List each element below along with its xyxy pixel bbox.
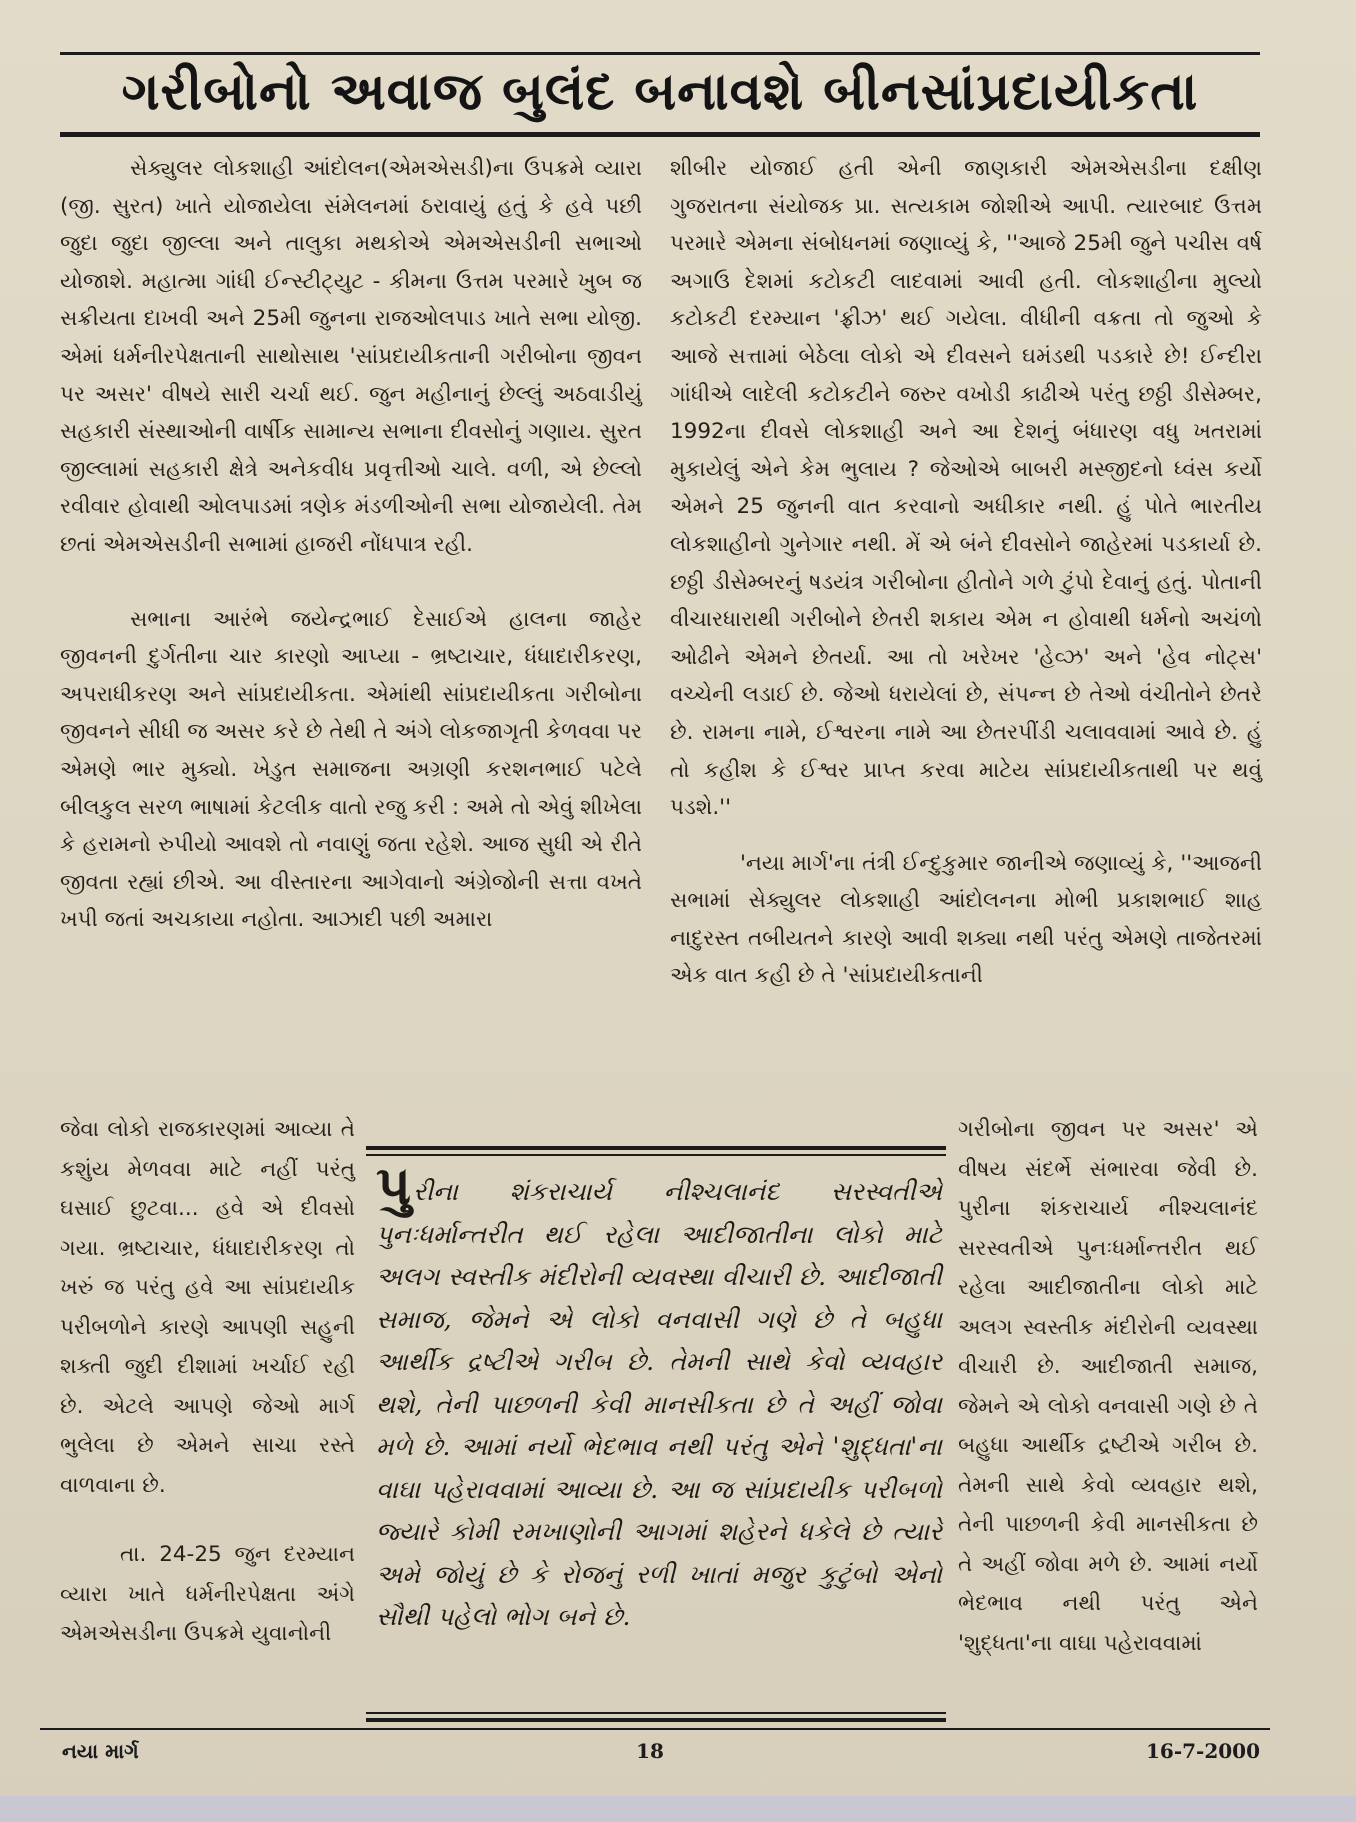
pullquote-bottom-rule-1 <box>366 1712 946 1714</box>
left-paragraph-3: તા. 24-25 જુન દરમ્યાન વ્યારા ખાતે ધર્મનીરપેક્ષતા અંગે એમએસડીના ઉપક્રમે યુવાનોની <box>60 1542 355 1646</box>
scan-bottom-band <box>0 1796 1356 1822</box>
right-column <box>670 150 1262 995</box>
pullquote-top-rule-1 <box>366 1146 946 1150</box>
pull-quote <box>376 1153 942 1639</box>
pullquote-top-rule-2 <box>366 1154 946 1156</box>
pullquote-text: રીના શંકરાચાર્ય નીશ્ચલાનંદ સરસ્વતીએ પુનઃધર્માન્તરીત થઈ રહેલા આદીજાતીના લોકો માટે અલગ સ્વસ્તીક મંદીરોની વ્યવસ્થા વીચારી છે. આદીજાતી સમાજ, જેમને એ લોકો વનવાસી ગણે છે તે બહુધા આર્થીક દ્રષ્ટીએ ગરીબ છે. તેમની સાથે કેવો વ્યવહાર થશે, તેની પાછળની કેવી માનસીકતા છે તે અહીં જોવા મળે છે. આમાં નર્યો ભેદભાવ નથી પરંતુ એને 'શુદ્ધતા'ના વાઘા પહેરાવવામાં આવ્યા છે. આ જ સાંપ્રદાયીક પરીબળો જ્યારે કોમી રમખાણોની આગમાં શહેરને ધકેલે છે ત્યારે અમે જોયું છે કે રોજનું રળી ખાતાં મજુર કુટુંબો એનો સૌથી પહેલો ભોગ બને છે. <box>376 1177 942 1631</box>
pullquote-dropcap: પુ <box>376 1153 412 1217</box>
footer-rule <box>40 1728 1270 1730</box>
headline-rule-thick <box>60 132 1260 137</box>
left-narrow-column <box>60 1110 355 1654</box>
headline: ગરીબોનો અવાજ બુલંદ બનાવશે બીનસાંપ્રદાયીકતા <box>121 62 1199 122</box>
pullquote-bottom-rule-2 <box>366 1718 946 1722</box>
left-paragraph-1: સેક્યુલર લોકશાહી આંદોલન(એમએસડી)ના ઉપક્રમે વ્યારા (જી. સુરત) ખાતે યોજાયેલા સંમેલનમાં ઠરાવાયું હતું કે હવે પછી જુદા જુદા જીલ્લા અને તાલુકા મથકોએ એમએસડીની સભાઓ યોજાશે. મહાત્મા ગાંધી ઈન્સ્ટીટ્યુટ - કીમના ઉત્તમ પરમારે ખુબ જ સક્રીયતા દાખવી અને 25મી જુનના રાજઓલપાડ ખાતે સભા યોજી. એમાં ધર્મનીરપેક્ષતાની સાથોસાથ 'સાંપ્રદાયીકતાની ગરીબોના જીવન પર અસર' વીષયે સારી ચર્ચા થઈ. જુન મહીનાનું છેલ્લું અઠવાડીયું સહકારી સંસ્થાઓની વાર્ષીક સામાન્ય સભાના દીવસોનું ગણાય. સુરત જીલ્લામાં સહકારી ક્ષેત્રે અનેકવીધ પ્રવૃત્તીઓ ચાલે. વળી, એ છેલ્લો રવીવાર હોવાથી ઓલપાડમાં ત્રણેક મંડળીઓની સભા યોજાયેલી. તેમ છતાં એમએસડીની સભામાં હાજરી નોંધપાત્ર રહી. <box>60 156 642 557</box>
right-paragraph-1: શીબીર યોજાઈ હતી એની જાણકારી એમએસડીના દક્ષીણ ગુજરાતના સંયોજક પ્રા. સત્યકામ જોશીએ આપી. ત્યારબાદ ઉત્તમ પરમારે એમના સંબોધનમાં જણાવ્યું કે, ''આજે 25મી જુને પચીસ વર્ષ અગાઉ દેશમાં કટોકટી લાદવામાં આવી હતી. લોકશાહીના મુલ્યો કટોકટી દરમ્યાન 'ફ્રીઝ' થઈ ગયેલા. વીધીની વક્રતા તો જુઓ કે આજે સત્તામાં બેઠેલા લોકો એ દીવસને ઘમંડથી પડકારે છે! ઈન્દીરા ગાંધીએ લાદેલી કટોકટીને જરુર વખોડી કાઢીએ પરંતુ છઠ્ઠી ડીસેમ્બર, 1992ના દીવસે લોકશાહી અને આ દેશનું બંધારણ વધુ ખતરામાં મુકાયેલું એને કેમ ભુલાય ? જેઓએ બાબરી મસ્જીદનો ધ્વંસ કર્યો એમને 25 જુનની વાત કરવાનો અધીકાર નથી. હું પોતે ભારતીય લોકશાહીનો ગુનેગાર નથી. મેં એ બંને દીવસોને જાહેરમાં પડકાર્યા છે. છઠ્ઠી ડીસેમ્બરનું ષડયંત્ર ગરીબોના હીતોને ગળે ટુંપો દેવાનું હતું. પોતાની વીચારધારાથી ગરીબોને છેતરી શકાય એમ ન હોવાથી ધર્મનો અચંળો ઓઢીને એમને છેતર્યા. આ તો ખરેખર 'હેવ્ઝ' અને 'હેવ નોટ્સ' વચ્ચેની લડાઈ છે. જેઓ ધરાયેલાં છે, સંપન્ન છે તેઓ વંચીતોને છેતરે છે. રામના નામે, ઈશ્વરના નામે આ છેતરપીંડી ચલાવવામાં આવે છે. હું તો કહીશ કે ઈશ્વર પ્રાપ્ત કરવા માટેય સાંપ્રદાયીકતાથી પર થવું પડશે.'' <box>670 156 1262 821</box>
footer-page-number: 18 <box>636 1739 664 1763</box>
right-paragraph-2: 'નયા માર્ગ'ના તંત્રી ઈન્દુકુમાર જાનીએ જણાવ્યું કે, ''આજની સભામાં સેક્યુલર લોકશાહી આંદોલનના મોભી પ્રકાશભાઈ શાહ નાદુરસ્ત તબીયતને કારણે આવી શક્યા નથી પરંતુ એમણે તાજેતરમાં એક વાત કહી છે તે 'સાંપ્રદાયીકતાની <box>670 850 1262 989</box>
left-paragraph-2-continued: જેવા લોકો રાજકારણમાં આવ્યા તે કશુંય મેળવવા માટે નહીં પરંતુ ઘસાઈ છુટવા... હવે એ દીવસો ગયા. ભ્રષ્ટાચાર, ધંધાદારીકરણ તો ખરું જ પરંતુ હવે આ સાંપ્રદાયીક પરીબળોને કારણે આપણી સહુની શક્તી જુદી દીશામાં ખર્ચાઈ રહી છે. એટલે આપણે જેઓ માર્ગ ભુલેલા છે એમને સાચા રસ્તે વાળવાના છે. <box>60 1117 355 1498</box>
footer-date: 16-7-2000 <box>1145 1739 1260 1763</box>
right-narrow-column <box>958 1110 1258 1663</box>
left-paragraph-2: સભાના આરંભે જયેન્દ્રભાઈ દેસાઈએ હાલના જાહેર જીવનની દુર્ગતીના ચાર કારણો આપ્યા - ભ્રષ્ટાચાર, ધંધાદારીકરણ, અપરાધીકરણ અને સાંપ્રદાયીકતા. એમાંથી સાંપ્રદાયીકતા ગરીબોના જીવનને સીધી જ અસર કરે છે તેથી તે અંગે લોકજાગૃતી કેળવવા પર એમણે ભાર મુક્યો. ખેડુત સમાજના અગ્રણી કરશનભાઈ પટેલે બીલકુલ સરળ ભાષામાં કેટલીક વાતો રજુ કરી : અમે તો એવું શીખેલા કે હરામનો રુપીયો આવશે તો નવાણું જતા રહેશે. આજ સુધી એ રીતે જીવતા રહ્યાં છીએ. આ વીસ્તારના આગેવાનો અંગ્રેજોની સત્તા વખતે ખપી જતાં અચકાયા નહોતા. આઝાદી પછી અમારા <box>60 606 642 933</box>
right-paragraph-2-continued: ગરીબોના જીવન પર અસર' એ વીષય સંદર્ભે સંભારવા જેવી છે. પુરીના શંકરાચાર્ય નીશ્ચલાનંદ સરસ્વતીએ પુનઃધર્માન્તરીત થઈ રહેલા આદીજાતીના લોકો માટે અલગ સ્વસ્તીક મંદીરોની વ્યવસ્થા વીચારી છે. આદીજાતી સમાજ, જેમને એ લોકો વનવાસી ગણે છે તે બહુધા આર્થીક દ્રષ્ટીએ ગરીબ છે. તેમની સાથે કેવો વ્યવહાર થશે, તેની પાછળની કેવી માનસીકતા છે તે અહીં જોવા મળે છે. આમાં નર્યો ભેદભાવ નથી પરંતુ એને 'શુદ્ધતા'ના વાઘા પહેરાવવામાં <box>958 1117 1258 1656</box>
footer-publication: નયા માર્ગ <box>62 1739 139 1763</box>
left-column <box>60 150 642 939</box>
